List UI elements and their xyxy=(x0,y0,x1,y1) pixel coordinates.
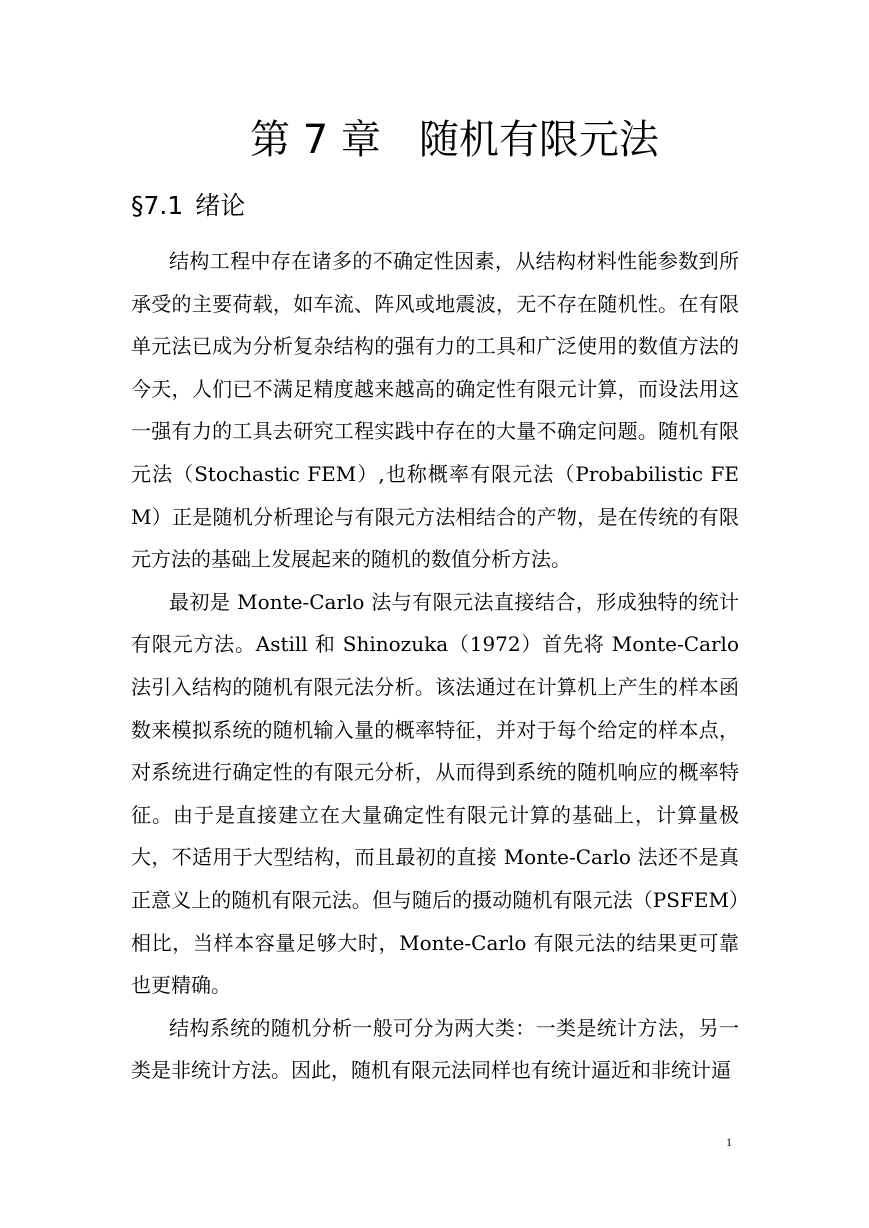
chapter-title xyxy=(0,114,869,166)
section-name: 绪论 xyxy=(195,191,246,220)
paragraph: 结构系统的随机分析一般可分为两大类：一类是统计方法，另一类是非统计方法。因此，随机有限元法同样也有统计逼近和非统计逼 xyxy=(131,1015,739,1083)
paragraph: 结构工程中存在诸多的不确定性因素，从结构材料性能参数到所承受的主要荷载，如车流、阵风或地震波，无不存在随机性。在有限单元法已成为分析复杂结构的强有力的工具和广泛使用的数值方法的今天，人们已不满足精度越来越高的确定性有限元计算，而设法用这一强有力的工具去研究工程实践中存在的大量不确定问题。随机有限元法（Stochastic FEM）,也称概率有限元法（Probabilistic FEM）正是随机分析理论与有限元方法相结合的产物，是在传统的有限元方法的基础上发展起来的随机的数值分析方法。 xyxy=(131,249,739,572)
chapter-number: 第 7 章 xyxy=(250,117,381,163)
section-number: §7.1 xyxy=(131,191,184,220)
body-text xyxy=(131,240,739,1092)
page-number: 1 xyxy=(726,1135,732,1149)
paragraph: 最初是 Monte-Carlo 法与有限元法直接结合，形成独特的统计有限元方法。Astill 和 Shinozuka（1972）首先将 Monte-Carlo 法引入结构的随机有限元法分析。该法通过在计算机上产生的样本函数来模拟系统的随机输入量的概率特征，并对于每个给定的样本点，对系统进行确定性的有限元分析，从而得到系统的随机响应的概率特征。由于是直接建立在大量确定性有限元计算的基础上，计算量极大，不适用于大型结构，而且最初的直接 Monte-Carlo 法还不是真正意义上的随机有限元法。但与随后的摄动随机有限元法（PSFEM）相比，当样本容量足够大时，Monte-Carlo 有限元法的结果更可靠也更精确。 xyxy=(131,589,739,998)
chapter-name: 随机有限元法 xyxy=(418,117,659,163)
section-title xyxy=(131,188,245,224)
